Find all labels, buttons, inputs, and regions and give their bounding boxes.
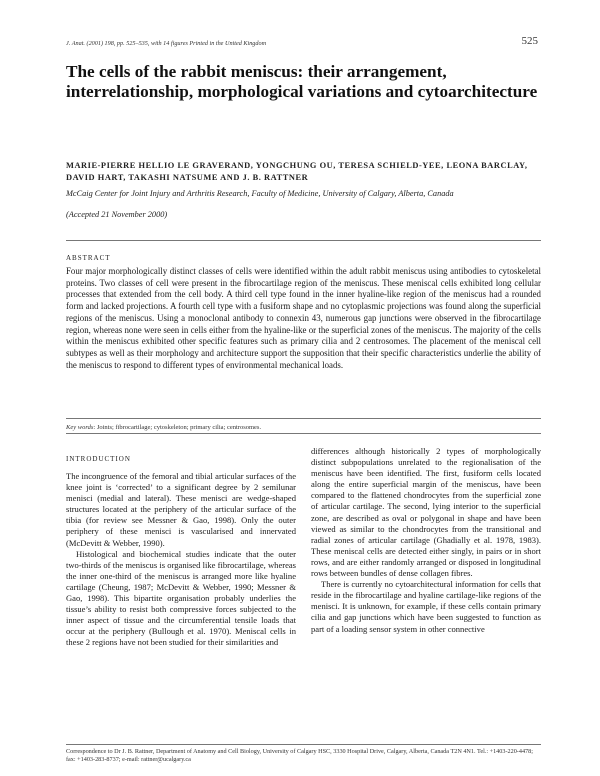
keywords-line: [66, 423, 541, 432]
abstract-heading: ABSTRACT: [66, 254, 111, 262]
keywords-text: : Joints; fibrocartilage; cytoskeleton; primary cilia; centrosomes.: [93, 424, 262, 431]
abstract-top-rule: [66, 240, 541, 241]
intro-paragraph: There is currently no cytoarchitectural information for cells that reside in the fibrocartilage and hyaline cartilage-like regions of the menisci. It is unknown, for example, if these cells contain primary cilia and gap junctions which have been suggested to function as part of a loading sensor system in other connective: [311, 579, 541, 634]
article-title: The cells of the rabbit meniscus: their arrangement, interrelationship, morphological variations and cytoarchitecture: [66, 62, 538, 102]
introduction-heading: INTRODUCTION: [66, 455, 131, 463]
accepted-date: (Accepted 21 November 2000): [66, 210, 168, 219]
keywords-label: Key words: [66, 424, 94, 431]
keywords-bottom-rule: [66, 433, 541, 434]
intro-paragraph: The incongruence of the femoral and tibial articular surfaces of the knee joint is ‘corrected’ to a significant degree by 2 semilunar menisci (medial and lateral). These menisci are wedge-shaped structures located at the periphery of the articular surface of the tibia (for review see Messner & Gao, 1998). Only the outer periphery of these menisci is vascularised and innervated (McDevitt & Webber, 1990).: [66, 471, 296, 548]
footnote-rule: [66, 744, 541, 745]
page-number: 525: [521, 35, 538, 47]
correspondence-footnote: Correspondence to Dr J. B. Rattner, Department of Anatomy and Cell Biology, University of Calgary HSC, 3330 Hospital Drive, Calgary, Alberta, Canada T2N 4N1. Tel.: +1403-220-4478; fax: +1403-283-8737; e-mail: rattner@ucalgary.ca: [66, 748, 533, 764]
keywords-top-rule: [66, 418, 541, 419]
running-head: J. Anat. (2001) 198, pp. 525–535, with 14 figures Printed in the United Kingdom: [66, 40, 267, 47]
abstract-text: Four major morphologically distinct classes of cells were identified within the adult rabbit meniscus using antibodies to cytoskeletal proteins. Two classes of cell were present in the fibrocartilage region of the meniscus. These meniscal cells exhibited long cellular processes that extended from the cell body. A third cell type found in the inner hyaline-like region of the meniscus had a rounded form and lacked projections. A fourth cell type with a fusiform shape and no cytoplasmic projections was found along the superficial regions of the meniscus. Using a monoclonal antibody to connexin 43, numerous gap junctions were observed in the fibrocartilage region, whereas none were seen in cells either from the hyaline-like or the superficial zones of the meniscus. The majority of the cells within the meniscus exhibited other specific features such as primary cilia and 2 centrosomes. The placement of the meniscal cell subtypes as well as their morphology and architecture support the supposition that their specific characteristics underlie the ability of the meniscus to respond to different types of environmental mechanical loads.: [66, 266, 541, 370]
intro-paragraph: differences although historically 2 types of morphologically distinct subpopulations unrelated to the regionalisation of the meniscus have been identified. The first, fusiform cells located along the entire superficial margin of the meniscus, have been compared to the flattened chondrocytes from the superficial zone of articular cartilage. The second, lying interior to the superficial zone, are described as oval or polygonal in shape and have been viewed as similar to the chondrocytes from the transitional and radial zones of articular cartilage (Ghadially et al. 1978, 1983). These meniscal cells are detected either singly, in pairs or in short rows, and are either randomly arranged or disposed in longitudinal rows between bundles of dense collagen fibres.: [311, 446, 541, 579]
intro-paragraph: Histological and biochemical studies indicate that the outer two-thirds of the meniscus is organised like fibrocartilage, whereas the inner one-third of the meniscus is arranged more like hyaline cartilage (Cheung, 1987; McDevitt & Webber, 1990; Messner & Gao, 1998). This bipartite organisation probably underlies the tissue’s ability to resist both compressive forces subjected to the inner aspect of tissue and the circumferential tensile loads that occur at the periphery (Bullough et al. 1970). Meniscal cells in these 2 regions have not been studied for their similarities and: [66, 548, 296, 648]
left-column: [66, 446, 296, 649]
author-affiliation: McCaig Center for Joint Injury and Arthritis Research, Faculty of Medicine, University of Calgary, Alberta, Canada: [66, 189, 454, 198]
right-column: [311, 446, 541, 635]
author-list: MARIE-PIERRE HELLIO LE GRAVERAND, YONGCHUNG OU, TERESA SCHIELD-YEE, LEONA BARCLAY, DAVID HART, TAKASHI NATSUME AND J. B. RATTNER: [66, 161, 528, 182]
